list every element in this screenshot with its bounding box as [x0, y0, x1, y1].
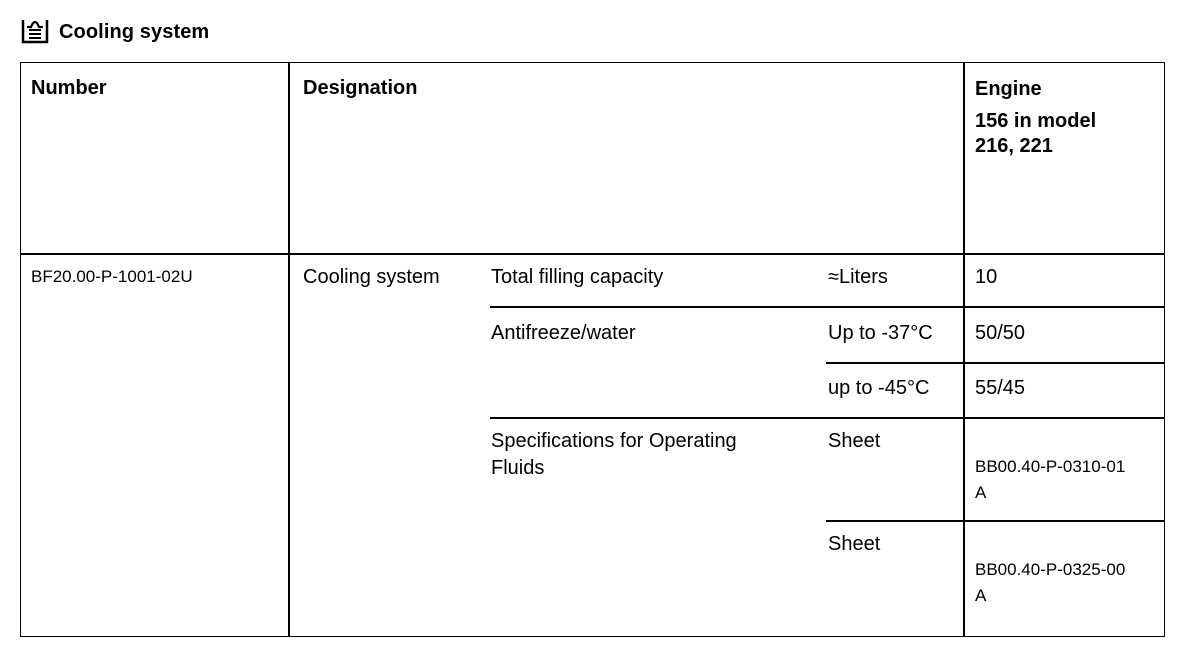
engine-column-divider: [963, 62, 965, 637]
sheet1-label: Sheet: [828, 430, 881, 452]
antifreeze-value-1: 50/50: [975, 322, 1026, 344]
header-row-divider: [20, 253, 1165, 255]
number-column-divider: [288, 62, 290, 637]
specifications-label-line2: Fluids: [491, 457, 545, 479]
total-filling-unit: ≈Liters: [828, 266, 888, 288]
header-engine-model-line1: 156 in model: [975, 110, 1097, 132]
antifreeze-label: Antifreeze/water: [491, 322, 636, 344]
row-designation: Cooling system: [303, 266, 440, 288]
total-filling-label: Total filling capacity: [491, 266, 664, 288]
section-title: Cooling system: [59, 21, 210, 43]
section-header: [20, 16, 209, 46]
header-engine-model-line2: 216, 221: [975, 135, 1053, 157]
sheet2-label: Sheet: [828, 533, 881, 555]
sheet-divider: [826, 520, 1165, 522]
antifreeze-sub-divider: [826, 362, 1165, 364]
header-designation: Designation: [303, 77, 418, 99]
total-filling-value: 10: [975, 266, 998, 288]
antifreeze-value-2: 55/45: [975, 377, 1026, 399]
sheet1-value-line2: A: [975, 483, 987, 502]
antifreeze-condition-2: up to -45°C: [828, 377, 930, 399]
antifreeze-divider: [490, 417, 1165, 419]
coolant-reservoir-icon: [20, 16, 50, 46]
sheet2-value-line2: A: [975, 586, 987, 605]
sheet1-value-line1: BB00.40-P-0310-01: [975, 457, 1126, 476]
sheet2-value-line1: BB00.40-P-0325-00: [975, 560, 1126, 579]
header-engine: Engine: [975, 78, 1042, 100]
antifreeze-condition-1: Up to -37°C: [828, 322, 933, 344]
header-number: Number: [31, 77, 107, 99]
row-number: BF20.00-P-1001-02U: [31, 267, 193, 286]
total-filling-divider: [490, 306, 1165, 308]
specifications-label-line1: Specifications for Operating: [491, 430, 737, 452]
